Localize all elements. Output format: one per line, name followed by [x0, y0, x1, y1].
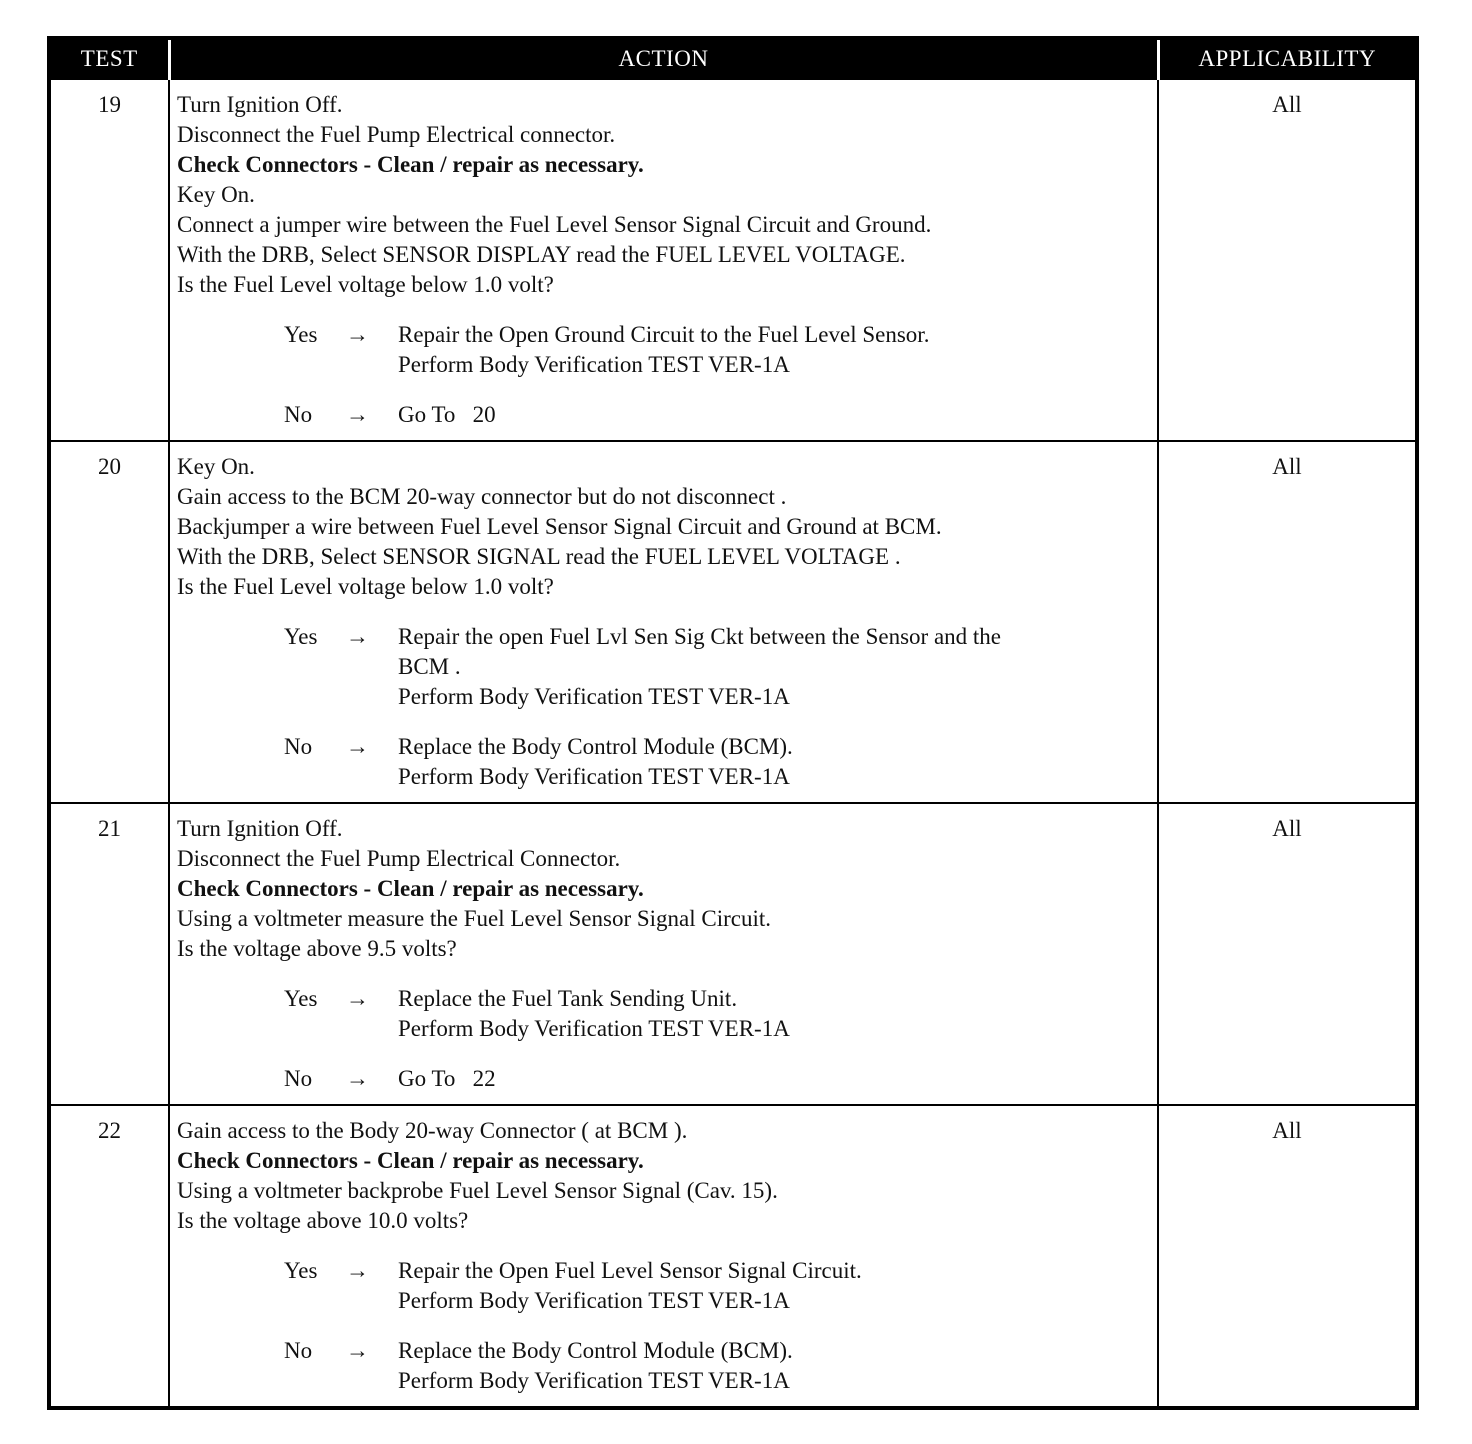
right-arrow-icon: →: [346, 734, 369, 759]
outcome-result: [398, 984, 1151, 1044]
action-cell: [169, 803, 1158, 1105]
outcome-label: No: [284, 734, 313, 759]
outcome-result: [398, 732, 1151, 792]
action-cell: [169, 79, 1158, 441]
right-arrow-icon: →: [346, 624, 369, 649]
applicability-value: All: [1158, 803, 1417, 1105]
action-step: Key On.: [177, 454, 255, 479]
outcome-line: Repair the Open Ground Circuit to the Fuel Level Sensor.: [398, 322, 930, 347]
outcome-result: [398, 1256, 1151, 1316]
action-step: Is the voltage above 9.5 volts?: [177, 936, 457, 961]
outcome-label: Yes: [284, 624, 318, 649]
outcome-label: Yes: [284, 322, 318, 347]
table-row: [49, 79, 1417, 441]
outcome-label: Yes: [284, 1258, 318, 1283]
action-step: Connect a jumper wire between the Fuel Level Sensor Signal Circuit and Ground.: [177, 212, 932, 237]
test-number: 20: [49, 441, 169, 803]
outcome-line: Perform Body Verification TEST VER-1A: [398, 1368, 790, 1393]
action-step: Gain access to the BCM 20-way connector but do not disconnect .: [177, 484, 787, 509]
outcome-no: [284, 1064, 1151, 1094]
action-step: Disconnect the Fuel Pump Electrical connector.: [177, 122, 616, 147]
outcome-line: BCM .: [398, 654, 461, 679]
table-header: [49, 38, 1417, 79]
outcome-line: Perform Body Verification TEST VER-1A: [398, 352, 790, 377]
right-arrow-icon: →: [346, 1338, 369, 1363]
action-step: Turn Ignition Off.: [177, 92, 343, 117]
header-applicability: APPLICABILITY: [1158, 38, 1417, 79]
action-step: Is the Fuel Level voltage below 1.0 volt?: [177, 272, 554, 297]
action-cell: [169, 1105, 1158, 1408]
action-step: Is the voltage above 10.0 volts?: [177, 1208, 469, 1233]
outcome-line: Perform Body Verification TEST VER-1A: [398, 684, 790, 709]
action-cell: [169, 441, 1158, 803]
outcome-no: [284, 400, 1151, 430]
outcome-line: Repair the open Fuel Lvl Sen Sig Ckt between the Sensor and the: [398, 624, 1001, 649]
test-number: 22: [49, 1105, 169, 1408]
outcome-label: No: [284, 1338, 313, 1363]
table-row: [49, 803, 1417, 1105]
outcome-result: [398, 320, 1151, 380]
outcome-line: Replace the Fuel Tank Sending Unit.: [398, 986, 738, 1011]
outcome-result: [398, 1064, 1151, 1094]
action-step: Key On.: [177, 182, 255, 207]
outcome-line: Repair the Open Fuel Level Sensor Signal Circuit.: [398, 1258, 862, 1283]
right-arrow-icon: →: [346, 322, 369, 347]
check-connectors-note: Check Connectors - Clean / repair as necessary.: [177, 1148, 644, 1173]
outcome-label: Yes: [284, 986, 318, 1011]
right-arrow-icon: →: [346, 1258, 369, 1283]
applicability-value: All: [1158, 441, 1417, 803]
action-step: Is the Fuel Level voltage below 1.0 volt?: [177, 574, 554, 599]
outcome-label: No: [284, 1066, 313, 1091]
test-number: 19: [49, 79, 169, 441]
right-arrow-icon: →: [346, 402, 369, 427]
diagnostic-test-table: [47, 36, 1419, 1410]
check-connectors-note: Check Connectors - Clean / repair as necessary.: [177, 876, 644, 901]
header-action: ACTION: [169, 38, 1158, 79]
outcome-result: [398, 1336, 1151, 1396]
action-step: With the DRB, Select SENSOR DISPLAY read the FUEL LEVEL VOLTAGE.: [177, 242, 906, 267]
action-step: Gain access to the Body 20-way Connector ( at BCM ).: [177, 1118, 688, 1143]
outcome-line: Perform Body Verification TEST VER-1A: [398, 764, 790, 789]
applicability-value: All: [1158, 79, 1417, 441]
table-body: [49, 79, 1417, 1408]
outcome-yes: [284, 622, 1151, 712]
outcome-no: [284, 732, 1151, 792]
action-step: Disconnect the Fuel Pump Electrical Connector.: [177, 846, 621, 871]
check-connectors-note: Check Connectors - Clean / repair as necessary.: [177, 152, 644, 177]
outcome-line: Replace the Body Control Module (BCM).: [398, 1338, 793, 1363]
outcome-line: Replace the Body Control Module (BCM).: [398, 734, 793, 759]
outcome-line: Go To 22: [398, 1066, 496, 1091]
outcome-yes: [284, 320, 1151, 380]
outcome-label: No: [284, 402, 313, 427]
action-step: Backjumper a wire between Fuel Level Sensor Signal Circuit and Ground at BCM.: [177, 514, 942, 539]
action-step: With the DRB, Select SENSOR SIGNAL read the FUEL LEVEL VOLTAGE .: [177, 544, 901, 569]
right-arrow-icon: →: [346, 1066, 369, 1091]
outcome-no: [284, 1336, 1151, 1396]
outcome-line: Perform Body Verification TEST VER-1A: [398, 1016, 790, 1041]
action-step: Turn Ignition Off.: [177, 816, 343, 841]
applicability-value: All: [1158, 1105, 1417, 1408]
header-test: TEST: [49, 38, 169, 79]
outcome-yes: [284, 984, 1151, 1044]
table-row: [49, 441, 1417, 803]
outcome-result: [398, 622, 1151, 712]
action-step: Using a voltmeter measure the Fuel Level Sensor Signal Circuit.: [177, 906, 772, 931]
right-arrow-icon: →: [346, 986, 369, 1011]
header-row: [49, 38, 1417, 79]
action-step: Using a voltmeter backprobe Fuel Level Sensor Signal (Cav. 15).: [177, 1178, 778, 1203]
outcome-result: [398, 400, 1151, 430]
table-row: [49, 1105, 1417, 1408]
test-number: 21: [49, 803, 169, 1105]
outcome-line: Perform Body Verification TEST VER-1A: [398, 1288, 790, 1313]
outcome-yes: [284, 1256, 1151, 1316]
outcome-line: Go To 20: [398, 402, 496, 427]
